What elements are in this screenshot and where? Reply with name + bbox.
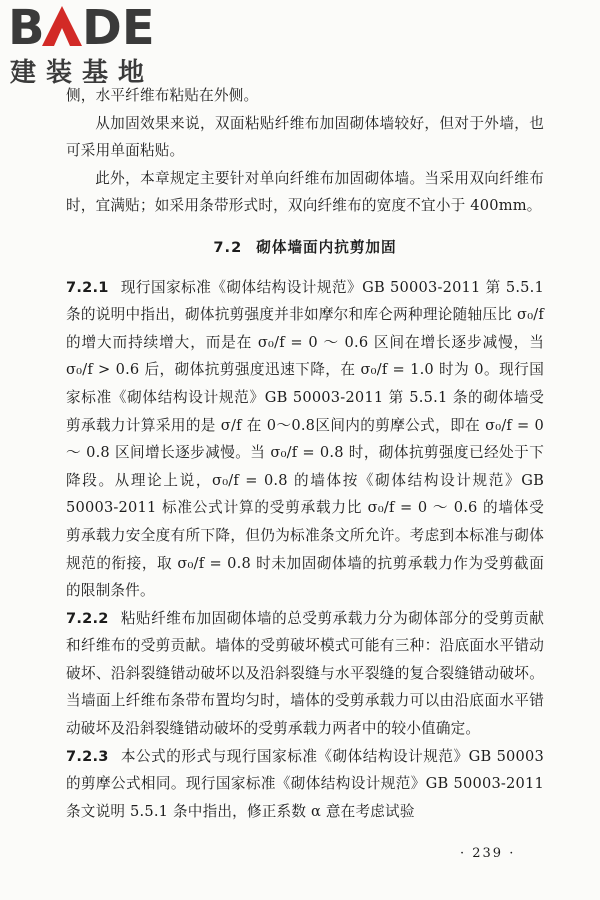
section-number: 7.2 xyxy=(213,238,243,256)
bade-wordmark xyxy=(8,2,178,50)
paragraph-bidirectional-fiber: 此外，本章规定主要针对单向纤维布加固砌体墙。当采用双向纤维布时，宜满贴；如采用条带形式时，双向纤维布的宽度不宜小于 400mm。 xyxy=(66,169,544,215)
clause-7-2-3 xyxy=(66,743,544,826)
clause-number: 7.2.3 xyxy=(66,747,109,765)
section-title: 砌体墙面内抗剪加固 xyxy=(256,238,397,256)
clause-7-2-1 xyxy=(66,274,544,605)
logo-letter-b: B xyxy=(8,2,45,50)
logo-accent-a xyxy=(42,6,82,46)
clause-text: 粘贴纤维布加固砌体墙的总受剪承载力分为砌体部分的受剪贡献和纤维布的受剪贡献。墙体的受剪破坏模式可能有三种：沿底面水平错动破坏、沿斜裂缝错动破坏以及沿斜裂缝与水平裂缝的复合裂缝错动破坏。当墙面上纤维布条带布置均匀时，墙体的受剪承载力可以由沿底面水平错动破坏及沿斜裂缝错动破坏的受剪承载力两者中的较小值确定。 xyxy=(66,609,544,738)
logo-subtitle: 建装基地 xyxy=(10,58,155,88)
paragraph-continued: 侧，水平纤维布粘贴在外侧。 xyxy=(66,87,259,104)
clause-number: 7.2.1 xyxy=(66,278,109,296)
clause-7-2-2 xyxy=(66,605,544,743)
clause-text: 现行国家标准《砌体结构设计规范》GB 50003-2011 第 5.5.1 条的说明中指出，砌体抗剪强度并非如摩尔和库仑两种理论随轴压比 σ₀/f 的增大而持续增大，而是在 σ₀/f = 0 ～ 0.6 区间在增长逐步减慢，当 σ₀/f > 0.6 后，砌体抗剪强度迅速下降，在 σ₀/f = 1.0 时为 0。现行国家标准《砌体结构设计规范》GB 50003-2011 第 5.5.1 条的砌体墙受剪承载力计算采用的是 σ/f 在 0～0.8区间内的剪摩公式，即在 σ₀/f = 0 ～ 0.8 区间增长逐步减慢。当 σ₀/f = 0.8 时，砌体抗剪强度已经处于下降段。从理论上说，σ₀/f = 0.8 的墙体按《砌体结构设计规范》GB 50003-2011 标准公式计算的受剪承载力比 σ₀/f = 0 ～ 0.6 的墙体受剪承载力安全度有所下降，但仍为标准条文所允许。考虑到本标准与砌体规范的衔接，取 σ₀/f = 0.8 时未加固砌体墙的抗剪承载力作为受剪截面的限制条件。 xyxy=(66,278,544,600)
clause-text: 本公式的形式与现行国家标准《砌体结构设计规范》GB 50003 的剪摩公式相同。现行国家标准《砌体结构设计规范》GB 50003-2011 条文说明 5.5.1 条中指出，修正系数 α 意在考虑试验 xyxy=(66,747,544,820)
document-body xyxy=(66,82,544,825)
logo-letters-de: DE xyxy=(82,2,155,50)
clause-number: 7.2.2 xyxy=(66,609,109,627)
brand-logo xyxy=(8,2,178,86)
page-number: · 239 · xyxy=(460,846,516,861)
paragraph-reinforcement-effect: 从加固效果来说，双面粘贴纤维布加固砌体墙较好，但对于外墙，也可采用单面粘贴。 xyxy=(66,114,544,160)
section-heading xyxy=(66,234,544,262)
